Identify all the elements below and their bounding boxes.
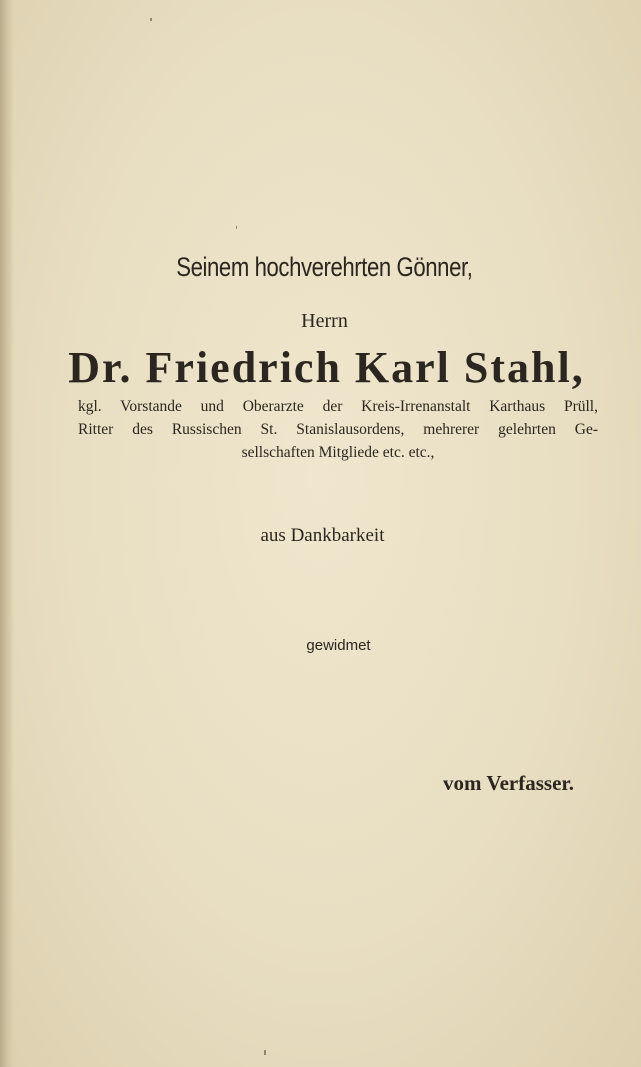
author-signature: vom Verfasser. xyxy=(443,771,575,795)
paper-speck xyxy=(236,226,237,229)
paper-speck xyxy=(150,18,152,21)
paper-speck xyxy=(264,1050,266,1055)
title-line-3: sellschaften Mitgliede etc. etc., xyxy=(241,444,435,461)
title-line-2: Ritter des Russischen St. Stanislausordens, mehrerer gelehrten Ge- xyxy=(78,421,598,438)
dedicated-line: gewidmet xyxy=(306,637,371,654)
gratitude-line: aus Dankbarkeit xyxy=(260,525,385,546)
honoree-titles xyxy=(78,395,598,464)
honoree-name: Dr. Friedrich Karl Stahl, xyxy=(68,343,585,392)
title-line-1: kgl. Vorstande und Oberarzte der Kreis-Irrenanstalt Karthaus Prüll, xyxy=(78,398,598,415)
salutation: Herrn xyxy=(301,310,348,332)
dedication-line: Seinem hochverehrten Gönner, xyxy=(176,252,473,282)
